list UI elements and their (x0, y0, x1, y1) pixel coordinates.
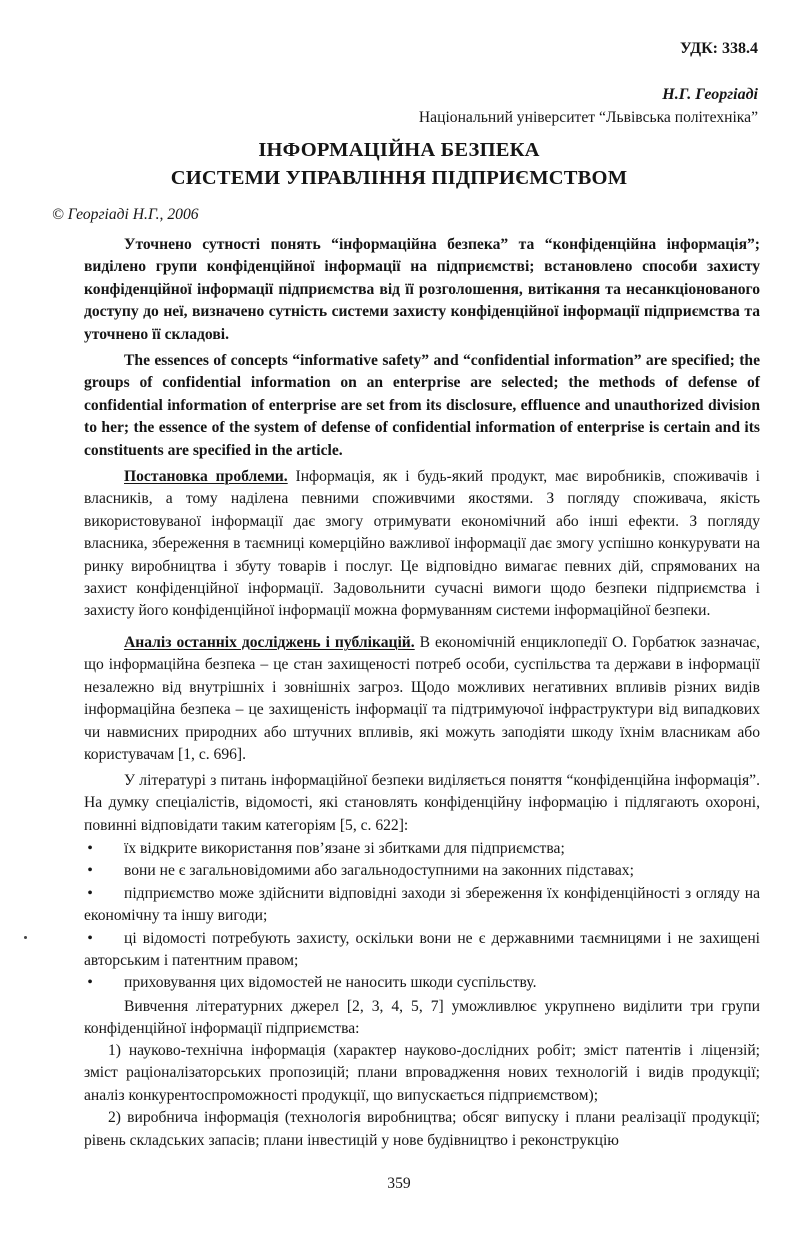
page-number: 359 (387, 1175, 411, 1192)
bullet-icon: • (87, 974, 93, 992)
numbered-list-block (84, 1040, 760, 1152)
numbered-item-2: 2) виробнича інформація (технологія виробництва; обсяг випуску і плани реалізації продукції; рівень складських запасів; плани інвестицій у нове будівництво і реконструкцію (84, 1109, 760, 1149)
section-groups (84, 996, 760, 1041)
list-item-text: ці відомості потребують захисту, оскільки вони не є державними таємницями і не захищені авторським і патентним правом; (84, 929, 760, 970)
list-item (84, 928, 760, 973)
confidential-criteria-list (84, 838, 760, 995)
problem-text: Інформація, як і будь-який продукт, має виробників, споживачів і власників, а тому наділена певними споживчими якостями. З погляду споживача, якість використовуваної інформації дає змогу отримувати економічний або інші ефекти. З погляду власника, збереження в таємниці комерційно важливої інформації дає змогу успішно конкурувати на ринку виробництва і збуту товарів і послуг. Це відповідно вимагає певних дій, спрямованих на захист конфіденційної інформації. Задовольнити сучасні вимоги щодо безпеки підприємства і захисту його конфіденційної інформації можна формуванням системи інформаційної безпеки. (84, 468, 760, 620)
abstract-ukrainian: Уточнено сутності понять “інформаційна безпека” та “конфіденційна інформація”; виділено групи конфіденційної інформації на підприємстві; встановлено способи захисту конфіденційної інформації підприємства від її розголошення, витікання та несанкціонованого доступу до неї, визначено сутність системи захисту конфіденційної інформації підприємства та уточнено її складові. (84, 236, 760, 343)
list-item (84, 883, 760, 928)
paper-title-line-2: СИСТЕМИ УПРАВЛІННЯ ПІДПРИЄМСТВОМ (170, 167, 628, 189)
list-item (84, 838, 760, 860)
analysis-paragraph (84, 632, 760, 766)
groups-paragraph: Вивчення літературних джерел [2, 3, 4, 5, 7] уможливлює укрупнено виділити три групи конфіденційної інформації підприємства: (84, 998, 760, 1038)
udk-code: УДК: 338.4 (679, 40, 758, 57)
paper-title (0, 136, 798, 192)
abstract-ukrainian-block (84, 234, 760, 346)
section-analysis (84, 632, 760, 766)
bullet-icon: • (87, 929, 93, 947)
author-name: Н.Г. Георгіаді (662, 86, 758, 103)
copyright-line: © Георгіаді Н.Г., 2006 (52, 206, 199, 223)
section-literature (84, 770, 760, 837)
abstract-english: The essences of concepts “informative safety” and “confidential information” are specified; the groups of confidential information on an enterprise are selected; the methods of defense of confidential information of enterprise are set from its disclosure, effluence and unauthorized division to her; the essence of the system of defense of confidential information of enterprise is certain and its constituents are specified in the article. (84, 352, 760, 459)
bullet-icon: • (87, 840, 93, 857)
problem-heading: Постановка проблеми. (124, 468, 288, 485)
list-item-text: приховування цих відомостей не наносить шкоди суспільству. (124, 974, 537, 992)
scan-speck (24, 936, 27, 939)
bullet-list-block (84, 838, 760, 995)
list-item (84, 860, 760, 882)
paper-title-line-1: ІНФОРМАЦІЙНА БЕЗПЕКА (258, 139, 540, 161)
abstract-english-block (84, 350, 760, 462)
author-affiliation: Національний університет “Львівська політехніка” (418, 109, 758, 126)
literature-paragraph: У літературі з питань інформаційної безпеки виділяється поняття “конфіденційна інформація”. На думку спеціалістів, відомості, які становлять конфіденційну інформацію і підлягають охороні, повинні відповідати таким категоріям [5, с. 622]: (84, 772, 760, 834)
list-item-text: підприємство може здійснити відповідні заходи зі збереження їх конфіденційності з огляду на економічну та іншу вигоди; (84, 884, 760, 925)
section-problem (84, 466, 760, 623)
analysis-heading: Аналіз останніх досліджень і публікацій. (124, 634, 415, 651)
problem-paragraph (84, 466, 760, 623)
list-item-text: їх відкрите використання пов’язане зі збитками для підприємства; (124, 840, 565, 857)
list-item-text: вони не є загальновідомими або загальнодоступними на законних підставах; (124, 862, 634, 880)
analysis-text: В економічній енциклопедії О. Горбатюк зазначає, що інформаційна безпека – це стан захищеності потреб особи, суспільства та держави в інформації незалежно від внутрішніх і зовнішніх загроз. Щодо можливих негативних впливів різних видів інформаційна безпека – це захищеність інформації та підтримуючої інфраструктури від випадкових чи навмисних природних або штучних впливів, які можуть заподіяти шкоду їхнім власникам або користувачам [1, с. 696]. (84, 634, 761, 764)
bullet-icon: • (87, 862, 93, 880)
list-item (84, 972, 760, 994)
numbered-item-1: 1) науково-технічна інформація (характер науково-дослідних робіт; зміст патентів і ліцензій; зміст раціоналізаторських пропозицій; плани впровадження нових технологій і видів продукції; аналіз конкурентоспроможності продукції, що випускається підприємством); (84, 1042, 760, 1104)
bullet-icon: • (87, 884, 93, 902)
